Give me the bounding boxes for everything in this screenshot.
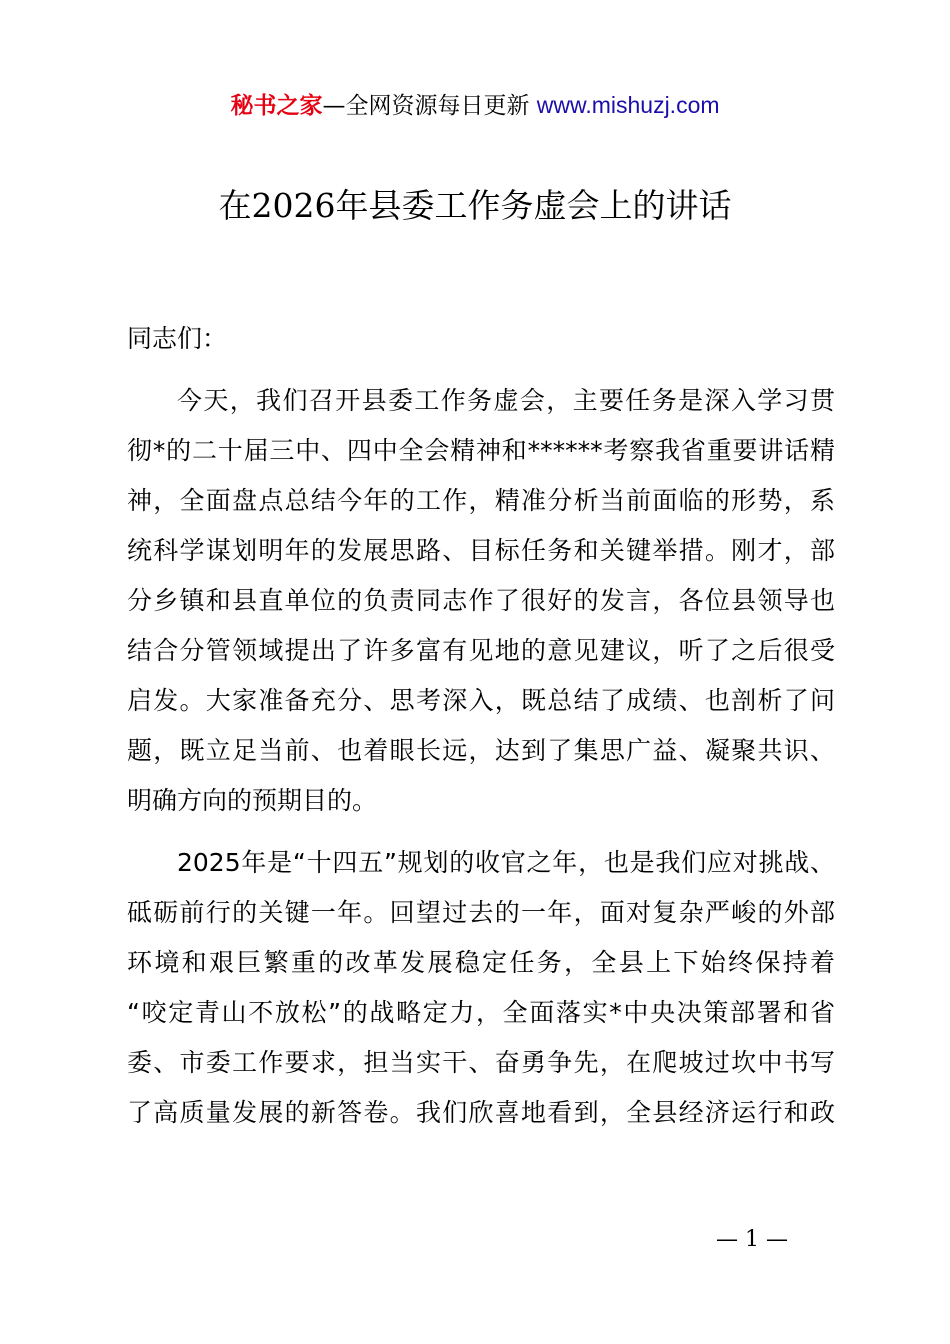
paragraph-line: 结合分管领域提出了许多富有见地的意见建议，听了之后很受: [127, 636, 835, 665]
paragraph-line: 明确方向的预期目的。: [127, 786, 378, 815]
paragraph-gap: [127, 364, 835, 376]
paragraph-line: 启发。大家准备充分、思考深入，既总结了成绩、也剖析了问: [127, 686, 835, 715]
site-url-link[interactable]: www.mishuzj.com: [536, 92, 720, 118]
page-number: — 1 —: [716, 1227, 788, 1252]
paragraph-line: 砥砺前行的关键一年。回望过去的一年，面对复杂严峻的外部: [127, 898, 835, 927]
paragraph-line: 委、市委工作要求，担当实干、奋勇争先，在爬坡过坎中书写: [127, 1048, 835, 1077]
paragraph-line: 环境和艰巨繁重的改革发展稳定任务，全县上下始终保持着: [127, 948, 835, 977]
paragraph-line: 2025年是“十四五”规划的收官之年，也是我们应对挑战、: [177, 848, 835, 877]
document-title: 在2026年县委工作务虚会上的讲话: [218, 186, 732, 225]
site-banner: [0, 88, 950, 123]
paragraph-2: [127, 838, 835, 1138]
paragraph-line: 今天，我们召开县委工作务虚会，主要任务是深入学习贯: [177, 386, 835, 415]
paragraph-1: [127, 376, 835, 826]
paragraph-line: 题，既立足当前、也着眼长远，达到了集思广益、凝聚共识、: [127, 736, 835, 765]
paragraph-gap: [127, 826, 835, 838]
banner-tagline: —全网资源每日更新: [322, 93, 537, 119]
paragraph-line: 神，全面盘点总结今年的工作，精准分析当前面临的形势，系: [127, 486, 835, 515]
paragraph-line: 了高质量发展的新答卷。我们欣喜地看到，全县经济运行和政: [127, 1098, 835, 1127]
paragraph-line: 统科学谋划明年的发展思路、目标任务和关键举措。刚才，部: [127, 536, 835, 565]
paragraph-line: 彻*的二十届三中、四中全会精神和******考察我省重要讲话精: [127, 436, 835, 465]
document-body: [127, 314, 835, 1138]
brand-name: 秘书之家: [230, 93, 323, 119]
salutation: 同志们：: [127, 324, 228, 353]
paragraph-line: “咬定青山不放松”的战略定力，全面落实*中央决策部署和省: [127, 998, 835, 1027]
paragraph-line: 分乡镇和县直单位的负责同志作了很好的发言，各位县领导也: [127, 586, 835, 615]
